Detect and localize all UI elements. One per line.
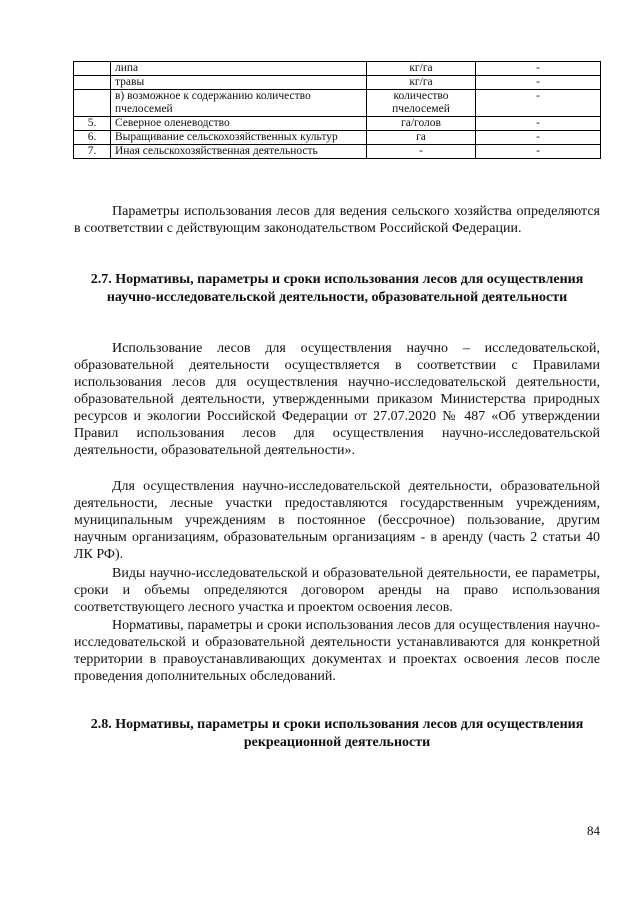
table-row — [74, 145, 601, 159]
row-value: - — [476, 145, 601, 159]
section-heading-2-7: 2.7. Нормативы, параметры и сроки использования лесов для осуществления научно-исследовательской деятельности, образовательной деятельности — [90, 272, 584, 305]
row-number — [74, 62, 111, 76]
row-unit: га/голов — [367, 117, 476, 131]
row-number — [74, 90, 111, 117]
table-row — [74, 90, 601, 117]
row-name: Северное оленеводство — [111, 117, 367, 131]
paragraph-research-norms: Нормативы, параметры и сроки использования лесов для осуществления научно-исследовательской и образовательной деятельности устанавливаются для конкретной территории в правоустанавливающих документах и проектах освоения лесов после проведения дополнительных обследований. — [74, 618, 600, 684]
row-name: травы — [111, 76, 367, 90]
row-number: 6. — [74, 131, 111, 145]
norms-table — [73, 61, 601, 159]
row-value: - — [476, 76, 601, 90]
table-row — [74, 76, 601, 90]
row-unit: га — [367, 131, 476, 145]
row-name: Выращивание сельскохозяйственных культур — [111, 131, 367, 145]
page-number: 84 — [587, 823, 600, 838]
paragraph-research-plots: Для осуществления научно-исследовательской деятельности, образовательной деятельности, лесные участки предоставляются государственным учреждениям, муниципальным учреждениям в постоянное (бессрочное) пользование, другим научным организациям, образовательным организациям - в аренду (часть 2 статьи 40 ЛК РФ). — [74, 479, 600, 562]
row-unit: - — [367, 145, 476, 159]
table-row — [74, 131, 601, 145]
section-heading-2-8: 2.8. Нормативы, параметры и сроки использования лесов для осуществления рекреационной деятельности — [90, 717, 584, 750]
paragraph-research-types: Виды научно-исследовательской и образовательной деятельности, ее параметры, сроки и объемы определяются договором аренды на право использования соответствующего лесного участка и проектом освоения лесов. — [74, 566, 600, 615]
row-number: 5. — [74, 117, 111, 131]
paragraph-research-use: Использование лесов для осуществления научно – исследовательской, образовательной деятельности осуществляется в соответствии с Правилами использования лесов для осуществления научно-исследовательской деятельности, образовательной деятельности, утвержденными приказом Министерства природных ресурсов и экологии Российской Федерации от 27.07.2020 № 487 «Об утверждении Правил использования лесов для осуществления научно-исследовательской деятельности, образовательной деятельности». — [74, 341, 600, 458]
paragraph-agriculture-params: Параметры использования лесов для ведения сельского хозяйства определяются в соответствии с действующим законодательством Российской Федерации. — [74, 204, 600, 236]
table-row — [74, 117, 601, 131]
table-row — [74, 62, 601, 76]
row-unit: кг/га — [367, 76, 476, 90]
row-number — [74, 76, 111, 90]
row-value: - — [476, 117, 601, 131]
row-name: липа — [111, 62, 367, 76]
row-unit: количество пчелосемей — [367, 90, 476, 117]
row-value: - — [476, 90, 601, 117]
row-value: - — [476, 62, 601, 76]
row-value: - — [476, 131, 601, 145]
row-name: в) возможное к содержанию количество пчелосемей — [111, 90, 367, 117]
row-unit: кг/га — [367, 62, 476, 76]
row-number: 7. — [74, 145, 111, 159]
row-name: Иная сельскохозяйственная деятельность — [111, 145, 367, 159]
